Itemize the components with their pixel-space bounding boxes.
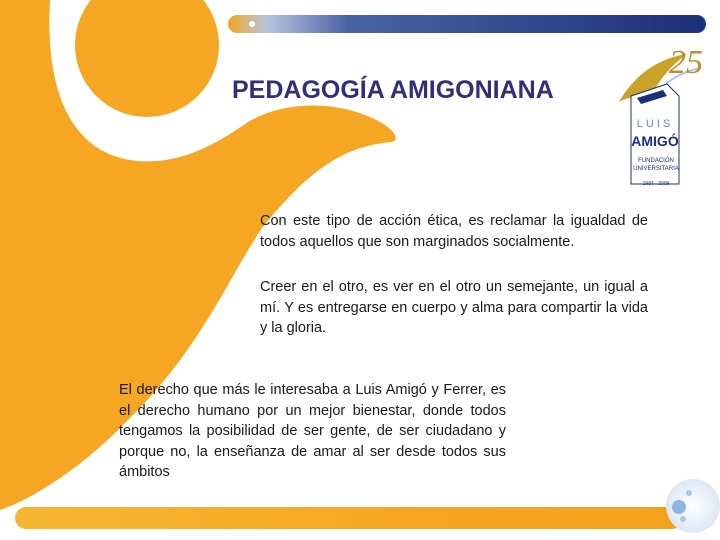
ball-spot-3: [680, 516, 686, 522]
fundacion-luis-amigo-logo: [617, 44, 717, 196]
top-bar: [228, 15, 706, 33]
top-bar-dot: [249, 21, 255, 27]
logo-anniversary: 25: [669, 44, 703, 81]
ball-spot-1: [672, 500, 686, 514]
paragraph-rights: El derecho que más le interesaba a Luis Amigó y Ferrer, es el derecho humano por un mejor bienestar, donde todos tengamos la posibilidad de ser gente, de ser ciudadano y porque no, la enseñanza de amar al ser desde todos sus ámbitos: [119, 382, 506, 480]
bottom-bar: [15, 507, 683, 529]
logo-name-bottom: AMIGÓ: [631, 133, 679, 149]
logo-name-top: LUIS: [636, 118, 674, 130]
paragraph-believe: Creer en el otro, es ver en el otro un semejante, un igual a mí. Y es entregarse en cuerpo y alma para compartir la vida y la gloria.: [260, 279, 648, 336]
slide-title: PEDAGOGÍA AMIGONIANA: [232, 76, 554, 104]
logo-years: 1984 - 2009: [642, 181, 670, 187]
paragraph-equality: Con este tipo de acción ética, es reclamar la igualdad de todos aquellos que son marginados socialmente.: [260, 213, 648, 250]
figure-head-shape: [75, 0, 219, 117]
logo-line1: FUNDACIÓN: [638, 158, 674, 164]
ball-spot-2: [686, 490, 692, 496]
logo-line2: UNIVERSITARIA: [633, 166, 679, 172]
